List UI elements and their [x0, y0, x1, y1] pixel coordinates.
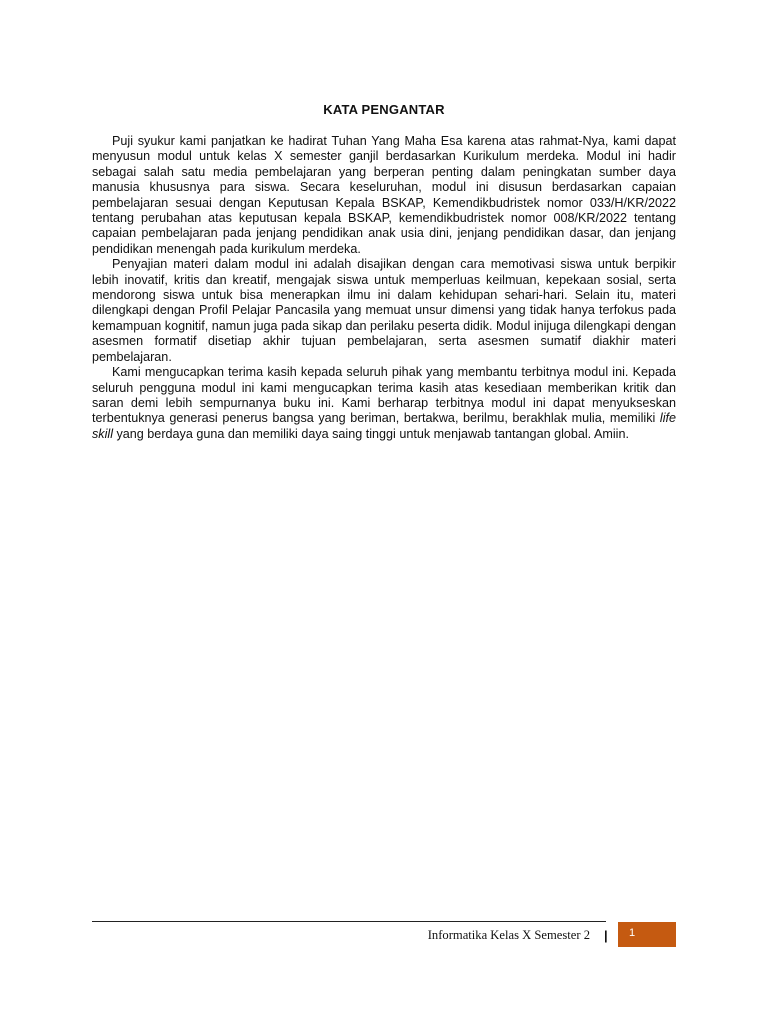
page-number: 1 [629, 927, 636, 939]
page-title: KATA PENGANTAR [323, 102, 445, 117]
paragraph-3-text-after: yang berdaya guna dan memiliki daya saing tinggi untuk menjawab tantangan global. Amiin. [113, 426, 629, 441]
paragraph-1: Puji syukur kami panjatkan ke hadirat Tuhan Yang Maha Esa karena atas rahmat-Nya, kami dapat menyusun modul untuk kelas X semester ganjil berdasarkan Kurikulum merdeka. Modul ini hadir sebagai salah satu media pembelajaran yang berperan penting dalam peningkatan sumber daya manusia khususnya para siswa. Secara keseluruhan, modul ini disusun berdasarkan capaian pembelajaran sesuai dengan Keputusan Kepala BSKAP, Kemendikbudristek nomor 033/H/KR/2022 tentang perubahan atas keputusan kepala BSKAP, kemendikbudristek nomor 008/KR/2022 tentang capaian pembelajaran pada jenjang pendidikan anak usia dini, jenjang pendidikan dasar, dan jenjang pendidikan menengah pada kurikulum merdeka. [92, 134, 676, 256]
footer-label: Informatika Kelas X Semester 2 [427, 928, 590, 942]
document-body [92, 134, 676, 442]
footer-separator: | [604, 928, 608, 943]
paragraph-3 [92, 365, 676, 442]
footer-divider [92, 921, 606, 922]
page-number-badge [618, 922, 676, 947]
paragraph-3-text-before: Kami mengucapkan terima kasih kepada seluruh pihak yang membantu terbitnya modul ini. Kepada seluruh pengguna modul ini kami mengucapkan terima kasih atas kesediaan memberikan kritik dan saran demi lebih sempurnanya buku ini. Kami berharap terbitnya modul ini dapat menyukseskan terbentuknya generasi penerus bangsa yang beriman, bertakwa, berilmu, berakhlak mulia, memiliki [92, 365, 676, 426]
paragraph-3-italic: life skill [92, 411, 676, 441]
paragraph-2: Penyajian materi dalam modul ini adalah disajikan dengan cara memotivasi siswa untuk berpikir lebih inovatif, kritis dan kreatif, mengajak siswa untuk memperluas keilmuan, kepekaan sosial, serta mendorong siswa untuk bisa menerapkan ilmu ini dalam kehidupan sehari-hari. Selain itu, materi dilengkapi dengan Profil Pelajar Pancasila yang memuat unsur dimensi yang tidak hanya terfokus pada kemampuan kognitif, namun juga pada sikap dan perilaku peserta didik. Modul inijuga dilengkapi dengan asesmen formatif disetiap akhir tujuan pembelajaran, serta asesmen sumatif diakhir materi pembelajaran. [92, 257, 676, 364]
